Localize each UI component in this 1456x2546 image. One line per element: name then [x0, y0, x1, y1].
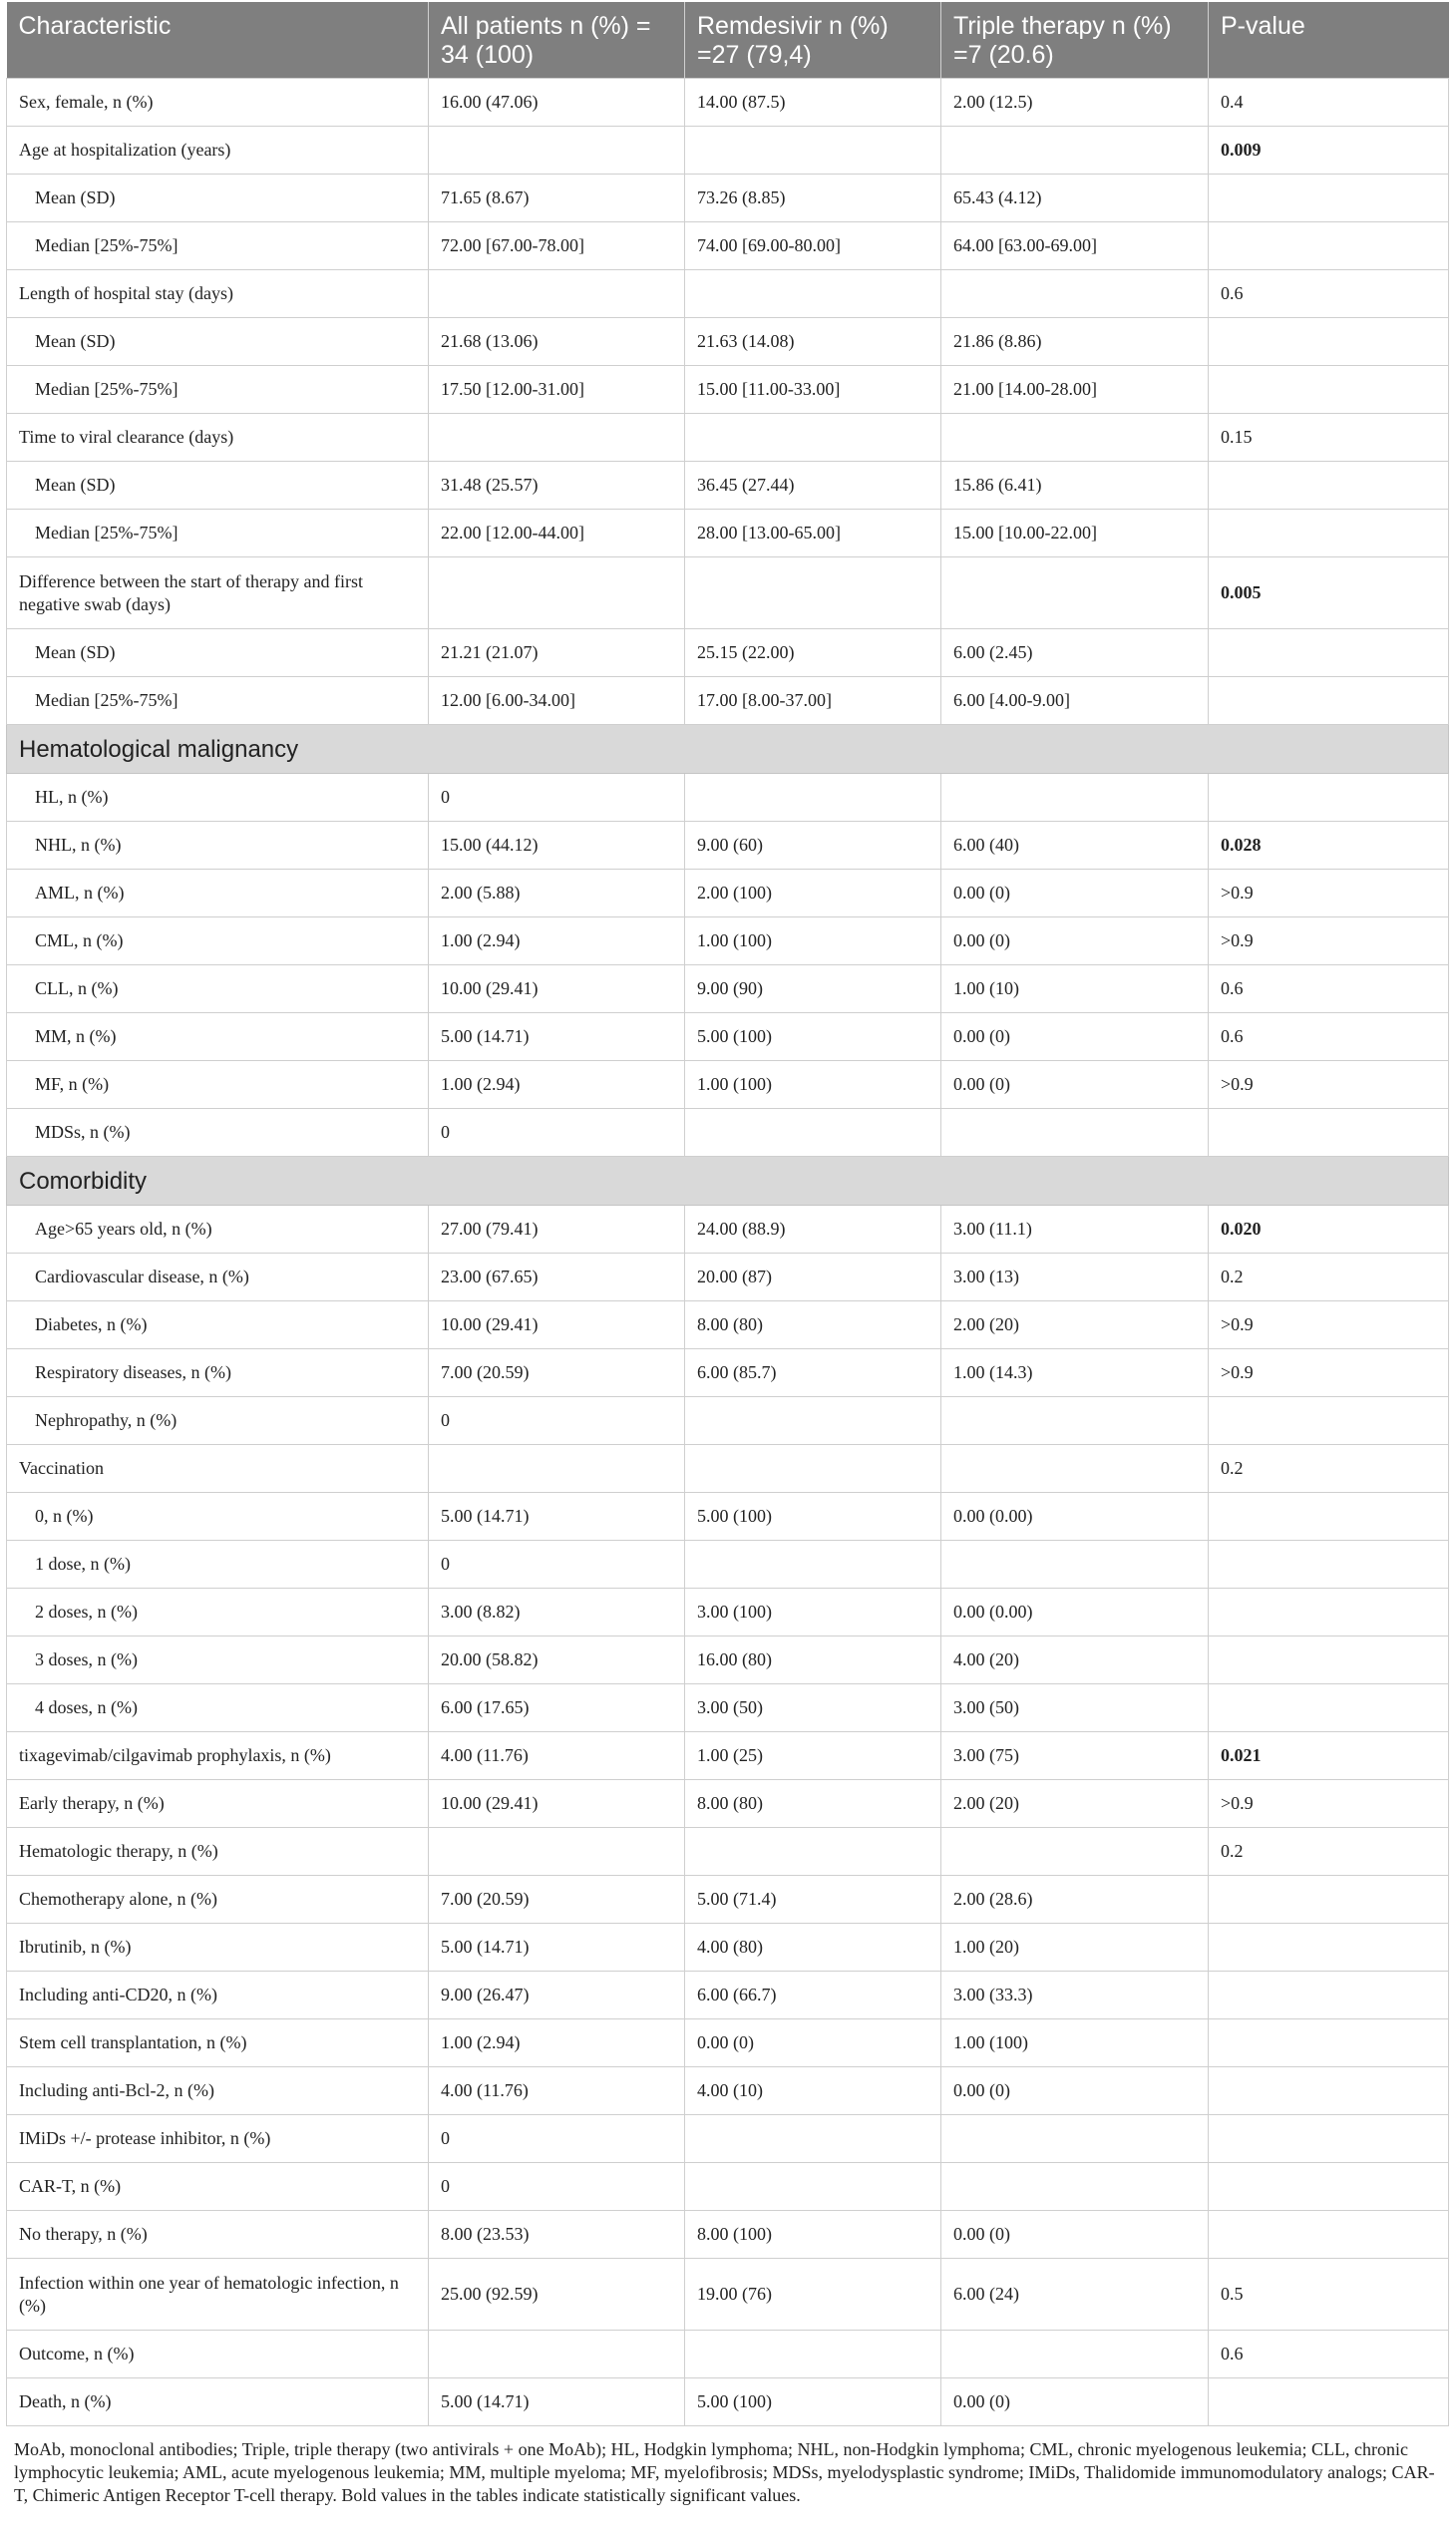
cell-triple-therapy: 3.00 (33.3)	[941, 1972, 1209, 2019]
cell-remdesivir: 73.26 (8.85)	[685, 175, 941, 222]
cell-characteristic: IMiDs +/- protease inhibitor, n (%)	[7, 2115, 429, 2163]
cell-all-patients: 12.00 [6.00-34.00]	[429, 677, 685, 725]
cell-remdesivir: 1.00 (100)	[685, 1061, 941, 1109]
cell-remdesivir	[685, 774, 941, 822]
cell-characteristic: Time to viral clearance (days)	[7, 414, 429, 462]
cell-p-value	[1209, 677, 1449, 725]
table-row	[7, 1589, 1449, 1637]
cell-characteristic: Early therapy, n (%)	[7, 1780, 429, 1828]
table-row	[7, 318, 1449, 366]
cell-p-value	[1209, 1924, 1449, 1972]
table-row	[7, 462, 1449, 510]
cell-triple-therapy: 6.00 (2.45)	[941, 629, 1209, 677]
cell-characteristic: Ibrutinib, n (%)	[7, 1924, 429, 1972]
cell-characteristic: MDSs, n (%)	[7, 1109, 429, 1157]
table-row	[7, 774, 1449, 822]
cell-remdesivir: 16.00 (80)	[685, 1637, 941, 1684]
table-row	[7, 1828, 1449, 1876]
table-row	[7, 2067, 1449, 2115]
cell-p-value: 0.5	[1209, 2259, 1449, 2331]
table-row	[7, 1972, 1449, 2019]
cell-all-patients: 20.00 (58.82)	[429, 1637, 685, 1684]
cell-remdesivir: 1.00 (25)	[685, 1732, 941, 1780]
cell-p-value	[1209, 366, 1449, 414]
cell-all-patients: 5.00 (14.71)	[429, 1493, 685, 1541]
cell-all-patients: 17.50 [12.00-31.00]	[429, 366, 685, 414]
cell-all-patients: 1.00 (2.94)	[429, 2019, 685, 2067]
cell-triple-therapy	[941, 774, 1209, 822]
cell-remdesivir: 20.00 (87)	[685, 1254, 941, 1301]
cell-all-patients: 22.00 [12.00-44.00]	[429, 510, 685, 557]
table-row	[7, 629, 1449, 677]
cell-all-patients	[429, 557, 685, 629]
table-row	[7, 557, 1449, 629]
cell-all-patients: 10.00 (29.41)	[429, 965, 685, 1013]
cell-triple-therapy: 1.00 (100)	[941, 2019, 1209, 2067]
cell-characteristic: tixagevimab/cilgavimab prophylaxis, n (%)	[7, 1732, 429, 1780]
table-row	[7, 222, 1449, 270]
cell-all-patients	[429, 1828, 685, 1876]
cell-remdesivir: 0.00 (0)	[685, 2019, 941, 2067]
cell-characteristic: CAR-T, n (%)	[7, 2163, 429, 2211]
cell-p-value: 0.028	[1209, 822, 1449, 870]
cell-p-value	[1209, 2115, 1449, 2163]
cell-characteristic: Stem cell transplantation, n (%)	[7, 2019, 429, 2067]
table-row	[7, 1013, 1449, 1061]
table-row	[7, 1349, 1449, 1397]
cell-p-value: 0.020	[1209, 1206, 1449, 1254]
cell-all-patients: 5.00 (14.71)	[429, 1013, 685, 1061]
cell-triple-therapy: 21.86 (8.86)	[941, 318, 1209, 366]
table-row	[7, 1445, 1449, 1493]
table-row	[7, 1397, 1449, 1445]
cell-remdesivir: 8.00 (80)	[685, 1301, 941, 1349]
cell-triple-therapy: 3.00 (13)	[941, 1254, 1209, 1301]
cell-p-value	[1209, 1397, 1449, 1445]
cell-remdesivir: 5.00 (71.4)	[685, 1876, 941, 1924]
cell-characteristic: CLL, n (%)	[7, 965, 429, 1013]
table-row	[7, 2378, 1449, 2426]
cell-triple-therapy: 0.00 (0)	[941, 1061, 1209, 1109]
cell-remdesivir: 9.00 (60)	[685, 822, 941, 870]
cell-all-patients: 23.00 (67.65)	[429, 1254, 685, 1301]
cell-all-patients: 2.00 (5.88)	[429, 870, 685, 917]
table-row	[7, 1301, 1449, 1349]
cell-triple-therapy: 0.00 (0.00)	[941, 1589, 1209, 1637]
cell-all-patients: 15.00 (44.12)	[429, 822, 685, 870]
cell-all-patients: 27.00 (79.41)	[429, 1206, 685, 1254]
cell-remdesivir: 3.00 (50)	[685, 1684, 941, 1732]
cell-all-patients: 0	[429, 1397, 685, 1445]
cell-p-value: >0.9	[1209, 1301, 1449, 1349]
cell-p-value	[1209, 175, 1449, 222]
cell-remdesivir: 6.00 (66.7)	[685, 1972, 941, 2019]
cell-p-value: 0.4	[1209, 79, 1449, 127]
cell-characteristic: Mean (SD)	[7, 462, 429, 510]
cell-remdesivir: 2.00 (100)	[685, 870, 941, 917]
cell-characteristic: 4 doses, n (%)	[7, 1684, 429, 1732]
cell-remdesivir	[685, 414, 941, 462]
cell-all-patients: 0	[429, 774, 685, 822]
cell-triple-therapy: 21.00 [14.00-28.00]	[941, 366, 1209, 414]
cell-all-patients: 0	[429, 1109, 685, 1157]
cell-triple-therapy	[941, 1541, 1209, 1589]
cell-p-value	[1209, 629, 1449, 677]
cell-characteristic: Hematologic therapy, n (%)	[7, 1828, 429, 1876]
section-label: Comorbidity	[7, 1157, 1449, 1206]
cell-characteristic: 3 doses, n (%)	[7, 1637, 429, 1684]
cell-remdesivir: 3.00 (100)	[685, 1589, 941, 1637]
cell-characteristic: MF, n (%)	[7, 1061, 429, 1109]
table-row	[7, 510, 1449, 557]
cell-p-value: >0.9	[1209, 917, 1449, 965]
cell-characteristic: Diabetes, n (%)	[7, 1301, 429, 1349]
cell-remdesivir: 17.00 [8.00-37.00]	[685, 677, 941, 725]
cell-remdesivir	[685, 1541, 941, 1589]
cell-all-patients: 0	[429, 2115, 685, 2163]
table-row	[7, 1780, 1449, 1828]
cell-remdesivir: 14.00 (87.5)	[685, 79, 941, 127]
characteristics-table	[6, 2, 1449, 2426]
cell-triple-therapy	[941, 2331, 1209, 2378]
section-header-row	[7, 725, 1449, 774]
cell-triple-therapy	[941, 414, 1209, 462]
cell-characteristic: Length of hospital stay (days)	[7, 270, 429, 318]
cell-remdesivir	[685, 270, 941, 318]
cell-remdesivir: 4.00 (80)	[685, 1924, 941, 1972]
cell-remdesivir: 8.00 (100)	[685, 2211, 941, 2259]
cell-characteristic: 2 doses, n (%)	[7, 1589, 429, 1637]
cell-triple-therapy: 2.00 (28.6)	[941, 1876, 1209, 1924]
cell-all-patients	[429, 2331, 685, 2378]
table-row	[7, 127, 1449, 175]
cell-all-patients: 71.65 (8.67)	[429, 175, 685, 222]
cell-triple-therapy: 15.00 [10.00-22.00]	[941, 510, 1209, 557]
cell-remdesivir: 6.00 (85.7)	[685, 1349, 941, 1397]
header-remdesivir: Remdesivir n (%) =27 (79,4)	[685, 2, 941, 79]
cell-triple-therapy	[941, 2163, 1209, 2211]
cell-characteristic: Respiratory diseases, n (%)	[7, 1349, 429, 1397]
section-header-row	[7, 1157, 1449, 1206]
cell-p-value	[1209, 1109, 1449, 1157]
cell-remdesivir	[685, 2115, 941, 2163]
cell-triple-therapy: 0.00 (0)	[941, 2067, 1209, 2115]
cell-p-value: 0.15	[1209, 414, 1449, 462]
cell-triple-therapy: 1.00 (20)	[941, 1924, 1209, 1972]
cell-characteristic: 0, n (%)	[7, 1493, 429, 1541]
cell-p-value: 0.2	[1209, 1828, 1449, 1876]
cell-characteristic: Cardiovascular disease, n (%)	[7, 1254, 429, 1301]
cell-all-patients: 72.00 [67.00-78.00]	[429, 222, 685, 270]
table-row	[7, 1876, 1449, 1924]
cell-p-value: 0.021	[1209, 1732, 1449, 1780]
cell-characteristic: Median [25%-75%]	[7, 366, 429, 414]
cell-all-patients: 16.00 (47.06)	[429, 79, 685, 127]
table-row	[7, 1541, 1449, 1589]
cell-characteristic: No therapy, n (%)	[7, 2211, 429, 2259]
cell-p-value	[1209, 222, 1449, 270]
cell-characteristic: Median [25%-75%]	[7, 677, 429, 725]
cell-remdesivir: 8.00 (80)	[685, 1780, 941, 1828]
cell-remdesivir: 36.45 (27.44)	[685, 462, 941, 510]
cell-all-patients: 25.00 (92.59)	[429, 2259, 685, 2331]
table-row	[7, 2331, 1449, 2378]
cell-p-value	[1209, 1589, 1449, 1637]
cell-p-value	[1209, 774, 1449, 822]
cell-triple-therapy: 15.86 (6.41)	[941, 462, 1209, 510]
cell-remdesivir	[685, 2331, 941, 2378]
header-p-value: P-value	[1209, 2, 1449, 79]
cell-remdesivir	[685, 2163, 941, 2211]
cell-all-patients: 0	[429, 2163, 685, 2211]
cell-triple-therapy: 65.43 (4.12)	[941, 175, 1209, 222]
cell-all-patients: 31.48 (25.57)	[429, 462, 685, 510]
cell-characteristic: Median [25%-75%]	[7, 222, 429, 270]
cell-remdesivir: 4.00 (10)	[685, 2067, 941, 2115]
cell-p-value	[1209, 1541, 1449, 1589]
table-row	[7, 1109, 1449, 1157]
table-row	[7, 2019, 1449, 2067]
cell-characteristic: Chemotherapy alone, n (%)	[7, 1876, 429, 1924]
cell-all-patients	[429, 1445, 685, 1493]
cell-triple-therapy: 0.00 (0)	[941, 870, 1209, 917]
cell-triple-therapy: 64.00 [63.00-69.00]	[941, 222, 1209, 270]
table-row	[7, 822, 1449, 870]
cell-remdesivir	[685, 1445, 941, 1493]
cell-p-value: >0.9	[1209, 1061, 1449, 1109]
table-row	[7, 677, 1449, 725]
table-row	[7, 366, 1449, 414]
cell-all-patients	[429, 270, 685, 318]
cell-characteristic: Median [25%-75%]	[7, 510, 429, 557]
cell-characteristic: Infection within one year of hematologic infection, n (%)	[7, 2259, 429, 2331]
cell-remdesivir	[685, 1397, 941, 1445]
cell-p-value	[1209, 1637, 1449, 1684]
cell-triple-therapy: 0.00 (0)	[941, 2378, 1209, 2426]
cell-triple-therapy	[941, 2115, 1209, 2163]
table-row	[7, 1254, 1449, 1301]
cell-remdesivir: 28.00 [13.00-65.00]	[685, 510, 941, 557]
cell-p-value: 0.2	[1209, 1445, 1449, 1493]
cell-triple-therapy	[941, 1445, 1209, 1493]
cell-p-value: >0.9	[1209, 870, 1449, 917]
table-row	[7, 965, 1449, 1013]
cell-characteristic: CML, n (%)	[7, 917, 429, 965]
cell-characteristic: Vaccination	[7, 1445, 429, 1493]
cell-characteristic: Including anti-CD20, n (%)	[7, 1972, 429, 2019]
cell-characteristic: Nephropathy, n (%)	[7, 1397, 429, 1445]
table-row	[7, 870, 1449, 917]
cell-all-patients: 0	[429, 1541, 685, 1589]
table-row	[7, 1732, 1449, 1780]
cell-remdesivir	[685, 557, 941, 629]
cell-all-patients: 7.00 (20.59)	[429, 1876, 685, 1924]
table-row	[7, 2163, 1449, 2211]
cell-characteristic: Outcome, n (%)	[7, 2331, 429, 2378]
cell-triple-therapy: 2.00 (20)	[941, 1780, 1209, 1828]
cell-remdesivir: 24.00 (88.9)	[685, 1206, 941, 1254]
table-row	[7, 79, 1449, 127]
table-row	[7, 1924, 1449, 1972]
cell-remdesivir: 19.00 (76)	[685, 2259, 941, 2331]
cell-triple-therapy	[941, 1109, 1209, 1157]
cell-characteristic: Age>65 years old, n (%)	[7, 1206, 429, 1254]
cell-p-value	[1209, 462, 1449, 510]
cell-all-patients: 10.00 (29.41)	[429, 1301, 685, 1349]
cell-p-value: >0.9	[1209, 1780, 1449, 1828]
cell-p-value	[1209, 1876, 1449, 1924]
cell-characteristic: Difference between the start of therapy and first negative swab (days)	[7, 557, 429, 629]
cell-all-patients: 7.00 (20.59)	[429, 1349, 685, 1397]
cell-all-patients: 9.00 (26.47)	[429, 1972, 685, 2019]
cell-triple-therapy: 3.00 (11.1)	[941, 1206, 1209, 1254]
cell-triple-therapy: 2.00 (20)	[941, 1301, 1209, 1349]
table-row	[7, 1061, 1449, 1109]
cell-p-value	[1209, 2019, 1449, 2067]
cell-triple-therapy: 1.00 (10)	[941, 965, 1209, 1013]
cell-triple-therapy: 0.00 (0)	[941, 2211, 1209, 2259]
cell-p-value: 0.6	[1209, 270, 1449, 318]
cell-remdesivir: 1.00 (100)	[685, 917, 941, 965]
cell-all-patients: 6.00 (17.65)	[429, 1684, 685, 1732]
cell-all-patients: 8.00 (23.53)	[429, 2211, 685, 2259]
cell-remdesivir: 9.00 (90)	[685, 965, 941, 1013]
cell-remdesivir: 5.00 (100)	[685, 1013, 941, 1061]
table-header-row	[7, 2, 1449, 79]
cell-triple-therapy: 0.00 (0)	[941, 1013, 1209, 1061]
cell-all-patients: 10.00 (29.41)	[429, 1780, 685, 1828]
table-row	[7, 414, 1449, 462]
cell-triple-therapy	[941, 270, 1209, 318]
cell-p-value: 0.005	[1209, 557, 1449, 629]
table-row	[7, 1206, 1449, 1254]
cell-p-value	[1209, 1493, 1449, 1541]
cell-triple-therapy	[941, 557, 1209, 629]
cell-all-patients: 21.68 (13.06)	[429, 318, 685, 366]
cell-all-patients: 5.00 (14.71)	[429, 1924, 685, 1972]
cell-p-value	[1209, 2163, 1449, 2211]
cell-p-value	[1209, 510, 1449, 557]
cell-remdesivir	[685, 127, 941, 175]
cell-remdesivir: 25.15 (22.00)	[685, 629, 941, 677]
cell-characteristic: 1 dose, n (%)	[7, 1541, 429, 1589]
cell-characteristic: Including anti-Bcl-2, n (%)	[7, 2067, 429, 2115]
header-triple-therapy: Triple therapy n (%) =7 (20.6)	[941, 2, 1209, 79]
cell-triple-therapy: 6.00 [4.00-9.00]	[941, 677, 1209, 725]
table-row	[7, 2259, 1449, 2331]
cell-triple-therapy: 0.00 (0.00)	[941, 1493, 1209, 1541]
table-body	[7, 79, 1449, 2426]
cell-p-value	[1209, 1972, 1449, 2019]
cell-p-value: 0.2	[1209, 1254, 1449, 1301]
header-characteristic: Characteristic	[7, 2, 429, 79]
table-footnote: MoAb, monoclonal antibodies; Triple, triple therapy (two antivirals + one MoAb); HL, Hodgkin lymphoma; NHL, non-Hodgkin lymphoma; CML, chronic myelogenous leukemia; CLL, chronic lymphocytic leukemia; AML, acute myelogenous leukemia; MM, multiple myeloma; MF, myelofibrosis; MDSs, myelodysplastic syndrome; IMiDs, Thalidomide immunomodulatory analogs; CAR-T, Chimeric Antigen Receptor T-cell therapy. Bold values in the tables indicate statistically significant values.	[14, 2439, 1435, 2505]
cell-characteristic: HL, n (%)	[7, 774, 429, 822]
cell-triple-therapy	[941, 1828, 1209, 1876]
cell-triple-therapy	[941, 1397, 1209, 1445]
table-container	[6, 2, 1448, 2507]
table-row	[7, 1493, 1449, 1541]
cell-all-patients: 5.00 (14.71)	[429, 2378, 685, 2426]
cell-remdesivir: 15.00 [11.00-33.00]	[685, 366, 941, 414]
cell-characteristic: AML, n (%)	[7, 870, 429, 917]
cell-remdesivir	[685, 1109, 941, 1157]
cell-characteristic: Death, n (%)	[7, 2378, 429, 2426]
cell-all-patients: 3.00 (8.82)	[429, 1589, 685, 1637]
table-row	[7, 175, 1449, 222]
cell-triple-therapy	[941, 127, 1209, 175]
cell-all-patients: 1.00 (2.94)	[429, 1061, 685, 1109]
cell-characteristic: NHL, n (%)	[7, 822, 429, 870]
cell-triple-therapy: 2.00 (12.5)	[941, 79, 1209, 127]
cell-p-value	[1209, 2211, 1449, 2259]
section-label: Hematological malignancy	[7, 725, 1449, 774]
cell-remdesivir: 74.00 [69.00-80.00]	[685, 222, 941, 270]
cell-characteristic: MM, n (%)	[7, 1013, 429, 1061]
cell-triple-therapy: 6.00 (24)	[941, 2259, 1209, 2331]
cell-triple-therapy: 0.00 (0)	[941, 917, 1209, 965]
cell-p-value: >0.9	[1209, 1349, 1449, 1397]
cell-all-patients: 1.00 (2.94)	[429, 917, 685, 965]
cell-triple-therapy: 3.00 (75)	[941, 1732, 1209, 1780]
cell-remdesivir	[685, 1828, 941, 1876]
cell-triple-therapy: 1.00 (14.3)	[941, 1349, 1209, 1397]
cell-triple-therapy: 4.00 (20)	[941, 1637, 1209, 1684]
cell-characteristic: Sex, female, n (%)	[7, 79, 429, 127]
cell-p-value	[1209, 1684, 1449, 1732]
table-row	[7, 2211, 1449, 2259]
cell-characteristic: Mean (SD)	[7, 629, 429, 677]
cell-p-value: 0.6	[1209, 1013, 1449, 1061]
cell-remdesivir: 5.00 (100)	[685, 1493, 941, 1541]
cell-characteristic: Age at hospitalization (years)	[7, 127, 429, 175]
cell-all-patients: 21.21 (21.07)	[429, 629, 685, 677]
table-row	[7, 917, 1449, 965]
cell-characteristic: Mean (SD)	[7, 318, 429, 366]
table-row	[7, 1684, 1449, 1732]
cell-all-patients: 4.00 (11.76)	[429, 2067, 685, 2115]
cell-p-value: 0.6	[1209, 965, 1449, 1013]
cell-all-patients	[429, 414, 685, 462]
cell-p-value	[1209, 2067, 1449, 2115]
cell-remdesivir: 5.00 (100)	[685, 2378, 941, 2426]
cell-triple-therapy: 3.00 (50)	[941, 1684, 1209, 1732]
cell-all-patients	[429, 127, 685, 175]
table-row	[7, 1637, 1449, 1684]
header-all-patients: All patients n (%) = 34 (100)	[429, 2, 685, 79]
cell-p-value	[1209, 2378, 1449, 2426]
table-row	[7, 270, 1449, 318]
table-row	[7, 2115, 1449, 2163]
cell-triple-therapy: 6.00 (40)	[941, 822, 1209, 870]
cell-p-value	[1209, 318, 1449, 366]
cell-p-value: 0.6	[1209, 2331, 1449, 2378]
cell-remdesivir: 21.63 (14.08)	[685, 318, 941, 366]
cell-all-patients: 4.00 (11.76)	[429, 1732, 685, 1780]
cell-p-value: 0.009	[1209, 127, 1449, 175]
cell-characteristic: Mean (SD)	[7, 175, 429, 222]
